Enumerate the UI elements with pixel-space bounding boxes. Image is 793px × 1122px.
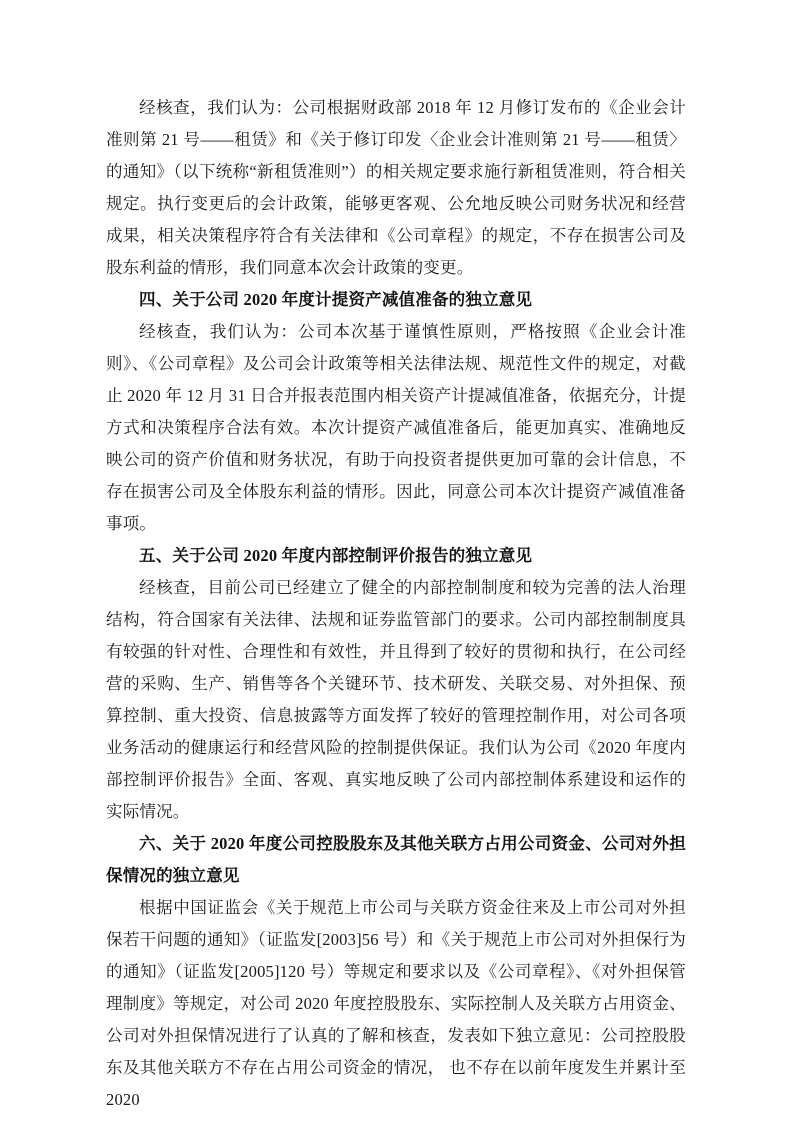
paragraph-fund-occupation-guarantee-opinion: 根据中国证监会《关于规范上市公司与关联方资金往来及上市公司对外担保若干问题的通知》（证监发[2003]56 号）和《关于规范上市公司对外担保行为的通知》（证监发[2005]120 号）等规定和要求以及《公司章程》、《对外担保管理制度》等规定，对公司 2020 年度控股股东、实际控制人及关联方占用资金、 公司对外担保情况进行了认真的了解和核查，发表如下独立意见：公司控股股东及其他关联方不存在占用公司资金的情况， 也不存在以前年度发生并累计至 2020 — [106, 898, 686, 1109]
document-content — [106, 92, 686, 1116]
section-heading-4-asset-impairment: 四、关于公司 2020 年度计提资产减值准备的独立意见 — [139, 290, 533, 309]
section-heading-5-internal-control: 五、关于公司 2020 年度内部控制评价报告的独立意见 — [139, 546, 533, 565]
section-heading-6-fund-occupation-guarantee: 六、关于 2020 年度公司控股股东及其他关联方占用公司资金、公司对外担保情况的独立意见 — [106, 834, 686, 885]
paragraph-internal-control-opinion: 经核查，目前公司已经建立了健全的内部控制制度和较为完善的法人治理结构，符合国家有关法律、法规和证券监管部门的要求。公司内部控制制度具有较强的针对性、合理性和有效性，并且得到了较好的贯彻和执行，在公司经营的采购、生产、销售等各个关键环节、技术研发、关联交易、对外担保、预算控制、重大投资、信息披露等方面发挥了较好的管理控制作用，对公司各项业务活动的健康运行和经营风险的控制提供保证。我们认为公司《2020 年度内部控制评价报告》全面、客观、真实地反映了公司内部控制体系建设和运作的实际情况。 — [106, 578, 686, 821]
paragraph-accounting-policy-change-opinion: 经核查，我们认为：公司根据财政部 2018 年 12 月修订发布的《企业会计准则第 21 号——租赁》和《关于修订印发〈企业会计准则第 21 号——租赁〉的通知》（以下统称“新租赁准则”）的相关规定要求施行新租赁准则，符合相关规定。执行变更后的会计政策，能够更客观、公允地反映公司财务状况和经营成果，相关决策程序符合有关法律和《公司章程》的规定，不存在损害公司及股东利益的情形，我们同意本次会计政策的变更。 — [106, 98, 686, 277]
paragraph-asset-impairment-opinion: 经核查，我们认为：公司本次基于谨慎性原则，严格按照《企业会计准则》、《公司章程》及公司会计政策等相关法律法规、规范性文件的规定，对截止 2020 年 12 月 31 日合并报表范围内相关资产计提减值准备，依据充分，计提方式和决策程序合法有效。本次计提资产减值准备后，能更加真实、准确地反映公司的资产价值和财务状况，有助于向投资者提供更加可靠的会计信息，不存在损害公司及全体股东利益的情形。因此，同意公司本次计提资产减值准备事项。 — [106, 322, 686, 533]
